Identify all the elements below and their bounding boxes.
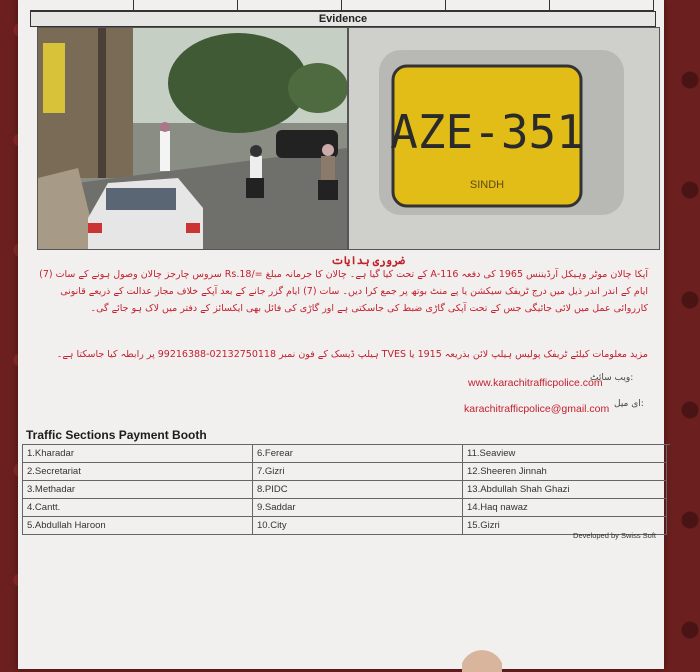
evidence-photo-plate: [348, 27, 660, 250]
instructions-paragraph-1: آپکا چالان موٹر وہیکل آرڈیننس 1965 کی دفعہ 116-A کے تحت کیا گیا ہے۔ چالان کا جرمانہ مبلغ =/Rs.18 سروس چارجز چالان وصول ہونے کے سات (7) ایام کے اندر اندر ذیل میں درج ٹریفک سیکشن یا پے منٹ بوتھ پر جمع کرا دیں۔ سات (7) ایام گزر جانے کے بعد آپکے خلاف مجاز عدالت کے ذریعے قانونی کارروائی عمل میں لائی جائیگی جس کے تحت آپکی گاڑی ضبط کی جاسکتی ہے اور گاڑی کی فائل بھی ایکسائز کے دفتر میں لاک ہو جائے گی۔: [39, 269, 648, 314]
developer-credit: Developed by Swiss Soft: [573, 531, 656, 540]
booth-cell: 12.Sheeren Jinnah: [463, 463, 667, 481]
instructions-paragraph-2: مزید معلومات کیلئے ٹریفک پولیس ہیلپ لائن بذریعہ 1915 یا TVES ہیلپ ڈیسک کے فون نمبر 02132750118-99216388 پر رابطہ کیا جاسکتا ہے۔: [56, 349, 648, 360]
street-scene-image: [38, 28, 347, 249]
instructions-title: ضروری ہدایات: [331, 255, 405, 267]
booth-cell: 14.Haq nawaz: [463, 499, 667, 517]
website-label: ویب سائٹ:: [590, 373, 634, 383]
booth-cell: 11.Seaview: [463, 445, 667, 463]
booth-cell: 2.Secretariat: [23, 463, 253, 481]
plate-number: AZE-351: [390, 105, 584, 159]
booth-cell: 9.Saddar: [253, 499, 463, 517]
booth-cell: 3.Methadar: [23, 481, 253, 499]
booth-grid: [22, 444, 670, 535]
number-plate-image: [349, 28, 659, 249]
plate-region: SINDH: [469, 179, 505, 191]
booth-cell: 1.Kharadar: [23, 445, 253, 463]
top-table-row: [30, 0, 654, 11]
booth-cell: 6.Ferear: [253, 445, 463, 463]
email-label: ای میل:: [614, 399, 644, 409]
booth-cell: 15.Gizri: [463, 517, 667, 535]
evidence-header: Evidence: [30, 11, 656, 27]
booth-cell: 7.Gizri: [253, 463, 463, 481]
booth-cell: 10.City: [253, 517, 463, 535]
booth-cell: 5.Abdullah Haroon: [23, 517, 253, 535]
evidence-photo-street: [37, 27, 348, 250]
finger-thumb: [462, 642, 502, 672]
payment-booth-table: [22, 428, 670, 535]
website-link[interactable]: www.karachitrafficpolice.com: [468, 377, 603, 389]
booth-cell: 8.PIDC: [253, 481, 463, 499]
challan-paper: [18, 0, 664, 669]
booth-title: Traffic Sections Payment Booth: [26, 428, 207, 442]
booth-cell: 13.Abdullah Shah Ghazi: [463, 481, 667, 499]
email-link[interactable]: karachitrafficpolice@gmail.com: [464, 403, 610, 415]
booth-cell: 4.Cantt.: [23, 499, 253, 517]
